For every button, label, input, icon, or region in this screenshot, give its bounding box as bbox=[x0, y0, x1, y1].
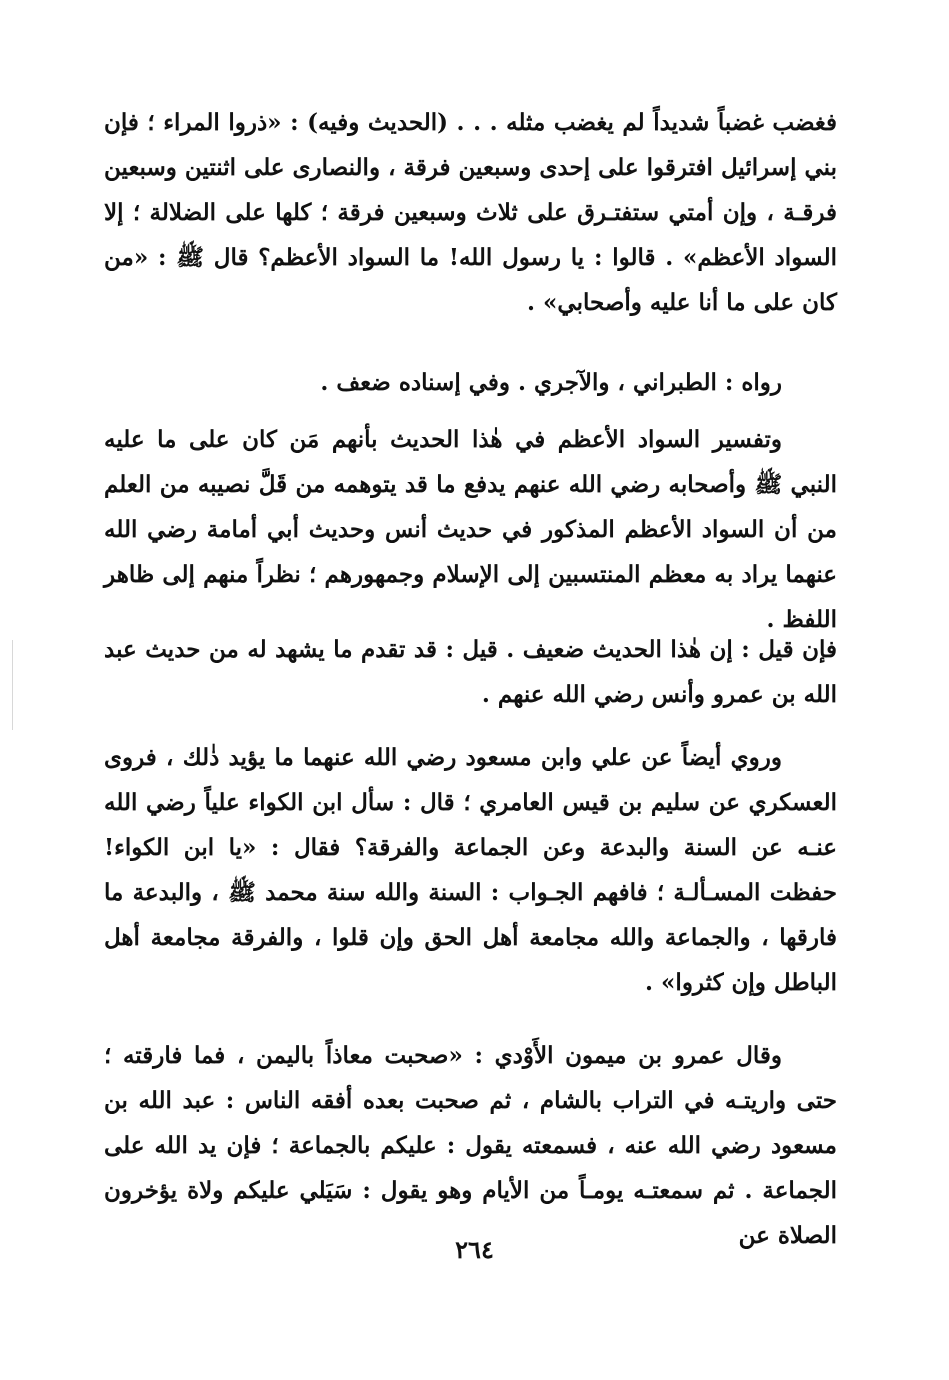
paragraph-ali-ibn-masud: وروي أيضاً عن علي وابن مسعود رضي الله عنهما ما يؤيد ذٰلك ، فروى العسكري عن سليم بن قيس العامري ؛ قال : سأل ابن الكواء علياً رضي الله عنـه عن السنة والبدعة وعن الجماعة والفرقة؟ فقال : «يا ابن الكواء! حفظت المسـألـة ؛ فافهم الجـواب : السنة والله سنة محمد ﷺ ، والبدعة ما فارقها ، والجماعة والله مجامعة أهل الحق وإن قلوا ، والفرقة مجامعة أهل الباطل وإن كثروا» . bbox=[104, 744, 837, 996]
paragraph-3-block bbox=[104, 417, 837, 642]
paragraph-narration: رواه : الطبراني ، والآجري . وفي إسناده ضعف . bbox=[320, 369, 782, 396]
paragraph-5-block bbox=[104, 735, 837, 1005]
page-number: ٢٦٤ bbox=[455, 1235, 494, 1264]
paragraph-objection: فإن قيل : إن هٰذا الحديث ضعيف . قيل : قد تقدم ما يشهد له من حديث عبد الله بن عمرو وأنس رضي الله عنهم . bbox=[104, 636, 837, 708]
paragraph-1-block bbox=[104, 100, 837, 325]
paragraph-6-block bbox=[104, 1033, 837, 1258]
paragraph-4-block bbox=[104, 627, 837, 717]
paragraph-amr-ibn-maymun: وقال عمرو بن ميمون الأَوْدي : «صحبت معاذاً باليمن ، فما فارقته ؛ حتى واريتـه في التراب بالشام ، ثم صحبت بعده أفقه الناس : عبد الله بن مسعود رضي الله عنه ، فسمعته يقول : عليكم بالجماعة ؛ فإن يد الله على الجماعة . ثم سمعتـه يومـاً من الأيام وهو يقول : سَيَلي عليكم ولاة يؤخرون الصلاة عن bbox=[104, 1042, 837, 1249]
paragraph-tafsir: وتفسير السواد الأعظم في هٰذا الحديث بأنهم مَن كان على ما عليه النبي ﷺ وأصحابه رضي الله عنهم يدفع ما قد يتوهمه من قَلَّ نصيبه من العلم من أن السواد الأعظم المذكور في حديث أنس وحديث أبي أمامة رضي الله عنهما يراد به معظم المنتسبين إلى الإسلام وجمهورهم ؛ نظراً منهم إلى ظاهر اللفظ . bbox=[104, 426, 837, 633]
paragraph-2-block bbox=[104, 360, 837, 405]
scan-edge-line bbox=[12, 640, 13, 730]
paragraph-hadith-sawad: فغضب غضباً شديداً لم يغضب مثله . . . (الحديث وفيه) : «ذروا المراء ؛ فإن بني إسرائيل افترقوا على إحدى وسبعين فرقة ، والنصارى على اثنتين وسبعين فرقـة ، وإن أمتي ستفتـرق على ثلاث وسبعين فرقة ؛ كلها على الضلالة ؛ إلا السواد الأعظم» . قالوا : يا رسول الله! ما السواد الأعظم؟ قال ﷺ : «من كان على ما أنا عليه وأصحابي» . bbox=[104, 109, 837, 316]
